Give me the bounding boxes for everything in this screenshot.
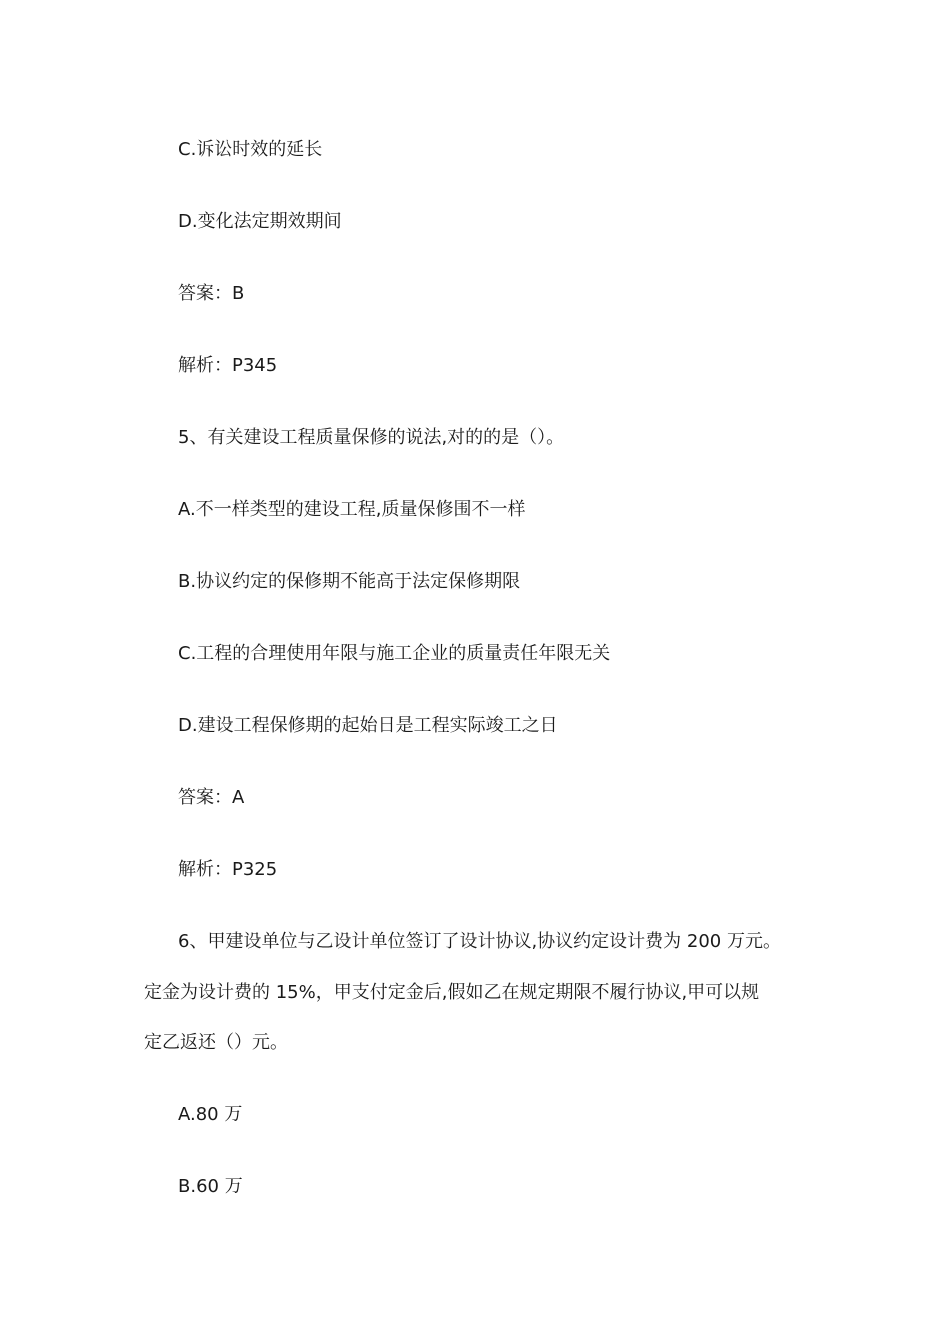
q5-analysis: 解析：P325	[178, 859, 278, 880]
q5-option-a: A.不一样类型的建设工程,质量保修围不一样	[178, 499, 526, 520]
q4-option-d: D.变化法定期效期间	[178, 211, 342, 232]
q4-analysis: 解析：P345	[178, 355, 278, 376]
q5-stem: 5、有关建设工程质量保修的说法,对的的是（）。	[178, 427, 565, 448]
q6-option-a: A.80 万	[178, 1104, 243, 1125]
q6-stem-line1: 6、甲建设单位与乙设计单位签订了设计协议,协议约定设计费为 200 万元。	[178, 931, 781, 952]
q5-option-b: B.协议约定的保修期不能高于法定保修期限	[178, 571, 521, 592]
q5-option-d: D.建设工程保修期的起始日是工程实际竣工之日	[178, 715, 558, 736]
q5-answer: 答案：A	[178, 787, 245, 808]
q4-option-c: C.诉讼时效的延长	[178, 139, 323, 160]
q6-option-b: B.60 万	[178, 1176, 243, 1197]
q4-answer: 答案：B	[178, 283, 245, 304]
q6-stem-line3: 定乙返还（）元。	[144, 1032, 288, 1053]
q5-option-c: C.工程的合理使用年限与施工企业的质量责任年限无关	[178, 643, 611, 664]
q6-stem-line2: 定金为设计费的 15%，甲支付定金后,假如乙在规定期限不履行协议,甲可以规	[144, 982, 760, 1003]
